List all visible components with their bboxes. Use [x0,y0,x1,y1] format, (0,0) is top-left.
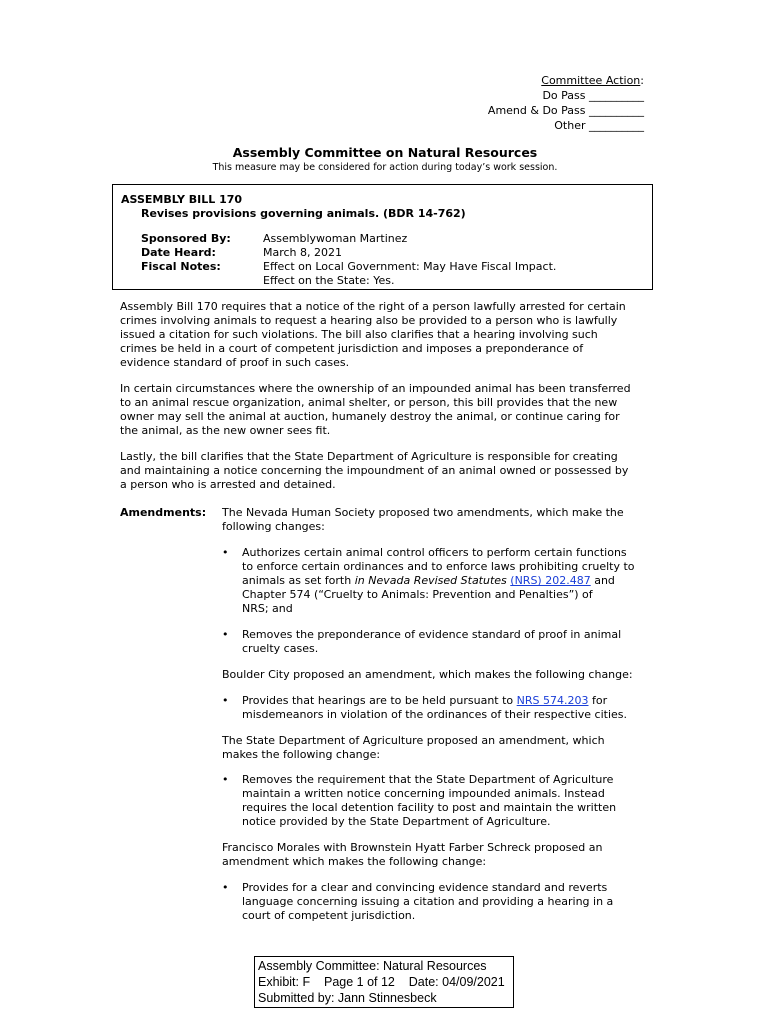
bullet-item-3 [242,694,662,722]
fiscal-local-value: Effect on Local Government: May Have Fiscal Impact. [263,260,557,273]
exhibit-page-date: Exhibit: F Page 1 of 12 Date: 04/09/2021 [258,975,505,989]
summary-paragraph-3 [120,450,660,492]
fiscal-notes-label: Fiscal Notes: [141,260,221,273]
text-line: court of competent jurisdiction. [242,909,416,922]
bullet-icon: • [222,881,229,894]
amendments-label: Amendments: [120,506,207,519]
text-line: evidence standard of proof in such cases. [120,356,350,369]
exhibit-submitted-by: Submitted by: Jann Stinnesbeck [258,991,437,1005]
bill-summary-box [112,184,653,290]
bullet-icon: • [222,773,229,786]
exhibit-stamp [254,956,514,1008]
fiscal-state-value: Effect on the State: Yes. [263,274,395,287]
text-span: animals as set forth [242,574,355,587]
text-line: issued a citation for such violations. The bill also clarifies that a hearing involving such [120,328,598,341]
bullet-item-1 [242,546,662,616]
text-line: the animal, as the new owner sees fit. [120,424,331,437]
text-span: and [590,574,615,587]
text-line: and maintaining a notice concerning the impoundment of an animal owned or possessed by [120,464,629,477]
text-line: notice provided by the State Department of Agriculture. [242,815,551,828]
text-line: The State Department of Agriculture proposed an amendment, which [222,734,605,747]
bullet-icon: • [222,628,229,641]
bullet-item-4 [242,773,662,829]
text-line: amendment which makes the following change: [222,855,487,868]
text-line: crimes involving animals to request a hearing also be provided to a person who is lawfully [120,314,618,327]
committee-action-block [488,73,644,133]
page-subtitle: This measure may be considered for action during today’s work session. [212,162,558,173]
date-heard-value: March 8, 2021 [263,246,343,259]
text-line: Chapter 574 (“Cruelty to Animals: Prevention and Penalties”) of [242,588,593,601]
do-pass-line: Do Pass __________ [542,89,644,102]
summary-paragraph-2 [120,382,660,438]
amend-do-pass-line: Amend & Do Pass __________ [487,104,644,117]
text-line: requires the local detention facility to post and maintain the written [242,801,617,814]
boulder-city-intro: Boulder City proposed an amendment, which makes the following change: [222,668,633,681]
text-span: Provides that hearings are to be held pursuant to [242,694,517,707]
text-span: for [588,694,608,707]
bullet-item-2 [242,628,662,656]
agriculture-intro [222,734,662,762]
text-line: In certain circumstances where the ownership of an impounded animal has been transferred [120,382,631,395]
text-line: maintain a written notice concerning impounded animals. Instead [242,787,605,800]
text-line: Lastly, the bill clarifies that the State Department of Agriculture is responsible for creating [120,450,618,463]
page-title: Assembly Committee on Natural Resources [232,145,538,160]
nevada-humane-intro [222,506,662,534]
text-line [242,694,662,708]
text-line: misdemeanors in violation of the ordinances of their respective cities. [242,708,627,721]
text-line: a person who is arrested and detained. [120,478,336,491]
text-line: The Nevada Human Society proposed two amendments, which make the [222,506,624,519]
text-line: Removes the preponderance of evidence standard of proof in animal [242,628,622,641]
bill-description: Revises provisions governing animals. (BDR 14-762) [141,207,466,220]
text-line: Authorizes certain animal control officers to perform certain functions [242,546,627,559]
text-line: to enforce certain ordinances and to enforce laws prohibiting cruelty to [242,560,635,573]
text-line: Provides for a clear and convincing evidence standard and reverts [242,881,608,894]
summary-paragraph-1 [120,300,660,370]
text-line: to an animal rescue organization, animal shelter, or person, this bill provides that the new [120,396,618,409]
italic-citation: in Nevada Revised Statutes [354,574,507,587]
bullet-icon: • [222,546,229,559]
text-line: crimes be held in a court of competent jurisdiction and imposes a preponderance of [120,342,584,355]
text-line: Removes the requirement that the State Department of Agriculture [242,773,614,786]
committee-action-title: Committee Action [541,74,641,87]
text-line: makes the following change: [222,748,381,761]
committee-action-colon: : [640,74,644,87]
sponsored-value: Assemblywoman Martinez [263,232,408,245]
other-line: Other __________ [554,119,644,132]
bullet-icon: • [222,694,229,707]
text-line [242,574,662,588]
bill-number: ASSEMBLY BILL 170 [121,193,243,206]
text-line: NRS; and [242,602,293,615]
text-line: Francisco Morales with Brownstein Hyatt Farber Schreck proposed an [222,841,603,854]
exhibit-committee: Assembly Committee: Natural Resources [258,959,487,973]
text-line: following changes: [222,520,325,533]
text-line: language concerning issuing a citation and providing a hearing in a [242,895,614,908]
text-line: Assembly Bill 170 requires that a notice of the right of a person lawfully arrested for certain [120,300,626,313]
bullet-item-5 [242,881,662,923]
sponsored-label: Sponsored By: [141,232,231,245]
morales-intro [222,841,662,869]
text-line: owner may sell the animal at auction, humanely destroy the animal, or continue caring for [120,410,620,423]
text-line: cruelty cases. [242,642,319,655]
nrs-574-203-link[interactable]: NRS 574.203 [516,694,589,707]
date-heard-label: Date Heard: [141,246,216,259]
nrs-202-487-link[interactable]: (NRS) 202.487 [510,574,591,587]
